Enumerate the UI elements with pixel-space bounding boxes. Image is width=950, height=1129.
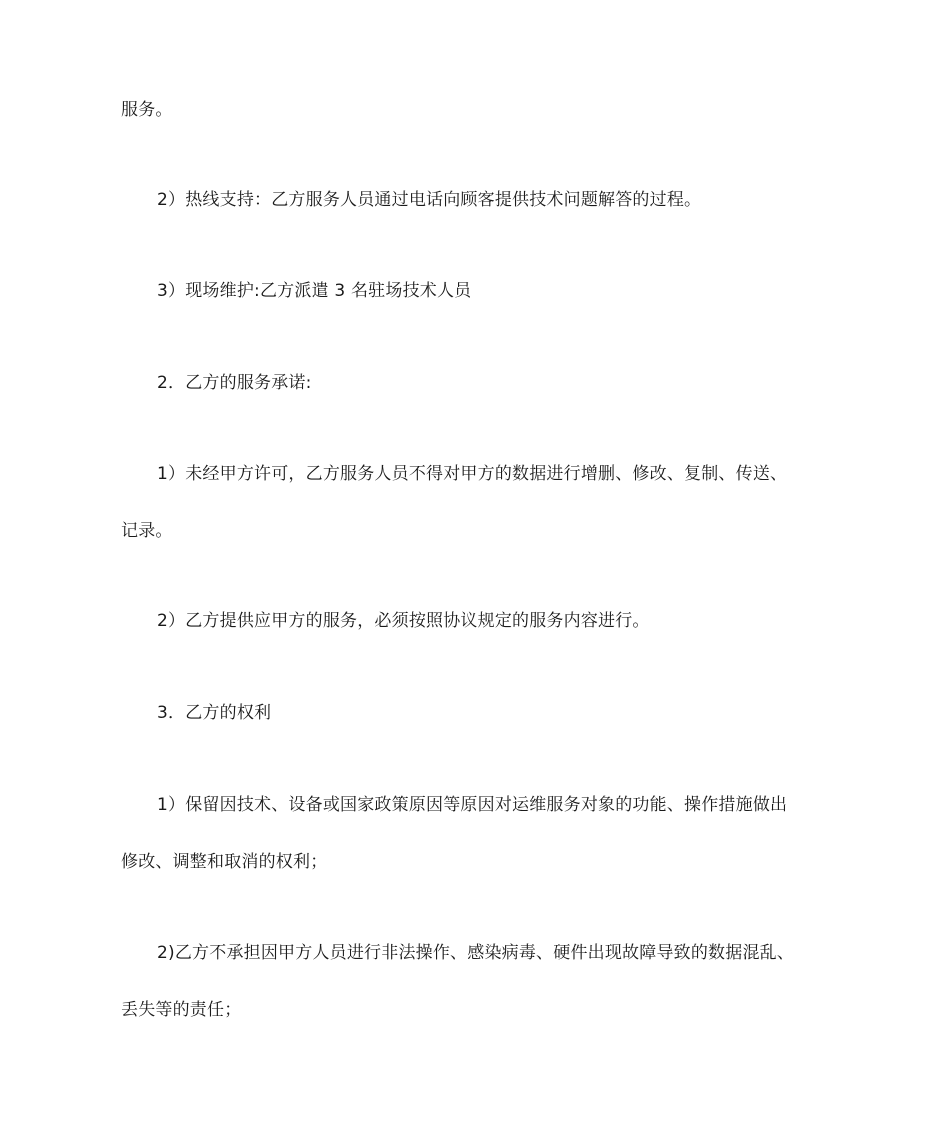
item-commitment-1-line-2: 记录。 xyxy=(121,521,173,541)
item-commitment-2: 2）乙方提供应甲方的服务，必须按照协议规定的服务内容进行。 xyxy=(157,611,650,631)
paragraph-continuation-services: 服务。 xyxy=(121,100,173,120)
item-commitment-1-line-1: 1）未经甲方许可，乙方服务人员不得对甲方的数据进行增删、修改、复制、传送、 xyxy=(157,464,788,484)
item-rights-1-line-1: 1）保留因技术、设备或国家政策原因等原因对运维服务对象的功能、操作措施做出 xyxy=(157,795,788,815)
item-rights-1-line-2: 修改、调整和取消的权利； xyxy=(121,852,328,872)
item-rights-2-line-2: 丢失等的责任； xyxy=(121,1000,242,1020)
section-heading-rights: 3．乙方的权利 xyxy=(157,703,272,723)
item-onsite-maintenance: 3）现场维护:乙方派遣 3 名驻场技术人员 xyxy=(157,281,472,301)
item-rights-2-line-1: 2)乙方不承担因甲方人员进行非法操作、感染病毒、硬件出现故障导致的数据混乱、 xyxy=(157,943,795,963)
section-heading-service-commitment: 2．乙方的服务承诺: xyxy=(157,373,312,393)
item-hotline-support: 2）热线支持：乙方服务人员通过电话向顾客提供技术问题解答的过程。 xyxy=(157,190,702,210)
